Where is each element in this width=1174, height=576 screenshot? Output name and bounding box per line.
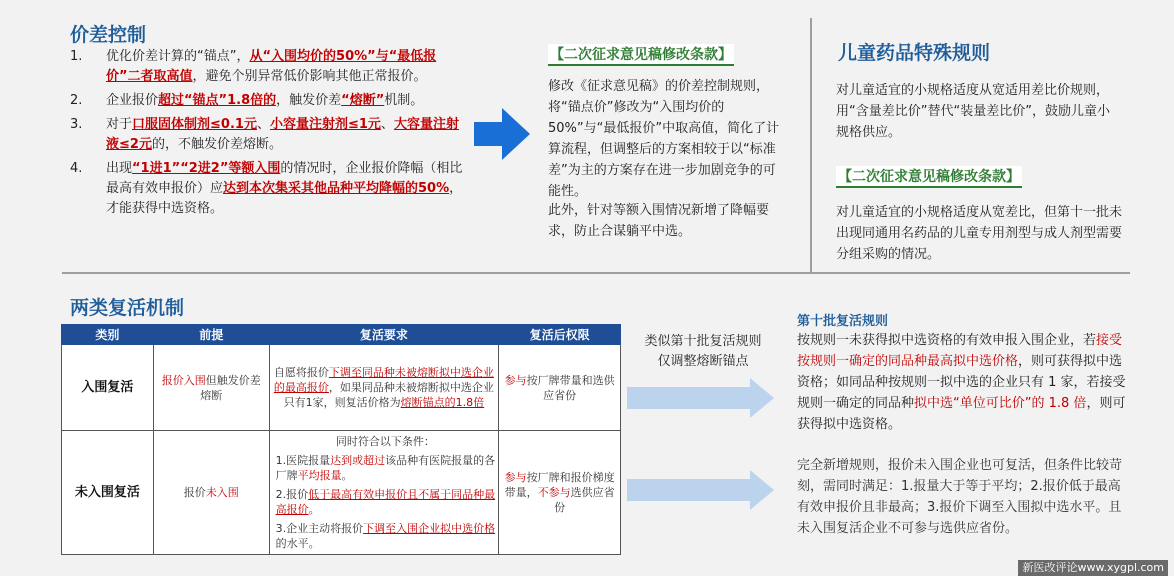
tenth-batch-paragraph-1-segment: 接受按规则一确定的同品种最高拟中选价格 [797, 333, 1123, 369]
list-item-number: 3. [70, 117, 83, 132]
list-item [70, 159, 470, 219]
row1-premise [153, 345, 269, 431]
list-item [70, 115, 470, 155]
row1-premise-segment: 但触发价差熔断 [200, 373, 261, 402]
list-item-text-segment: 口服固体制剂≤0.1元 [132, 117, 257, 132]
row2-category: 未入围复活 [62, 431, 154, 555]
tenth-batch-paragraph-1-segment: ，则可获得拟中选资格；如同品种按规则一拟中选的企业只有 1 家，若接受规则一确定的同品种 [797, 354, 1126, 411]
children-revision-tag: 【二次征求意见稿修改条款】 [836, 166, 1022, 188]
requirement-condition-text-segment: 3.企业主动将报价 [275, 522, 364, 535]
similar-rule-note: 类似第十批复活规则 仅调整熔断锚点 [644, 334, 762, 369]
list-item-text-segment: 企业报价 [106, 93, 159, 108]
requirement-condition [276, 453, 496, 483]
list-item-text-segment: 出现 [106, 161, 133, 176]
row1-requirement-segment: 熔断锚点的1.8倍 [400, 396, 485, 409]
revision-tag: 【二次征求意见稿修改条款】 [548, 44, 734, 66]
children-drug-paragraph-1: 对儿童适宜的小规格适度从宽适用差比价规则，用“含量差比价”替代“装量差比价”，鼓励儿童小规格供应。 [836, 83, 1110, 140]
row2-premise-segment: 未入围 [205, 486, 239, 499]
list-item-text-segment: 、 [256, 117, 270, 132]
list-item-text-segment: 的情况时，企业报价降幅（相比最高有效申报价）应 [106, 161, 463, 196]
requirement-condition-text-segment: 1.医院报量 [275, 454, 331, 467]
table-row [62, 345, 621, 431]
requirement-condition [276, 487, 496, 517]
requirement-condition-text-segment: 平均报量 [297, 469, 342, 482]
row1-requirement-segment: 下调至同品种未被熔断拟中选企业的最高报价 [273, 366, 494, 394]
vertical-divider [810, 18, 812, 272]
light-arrow-bar-1 [627, 387, 751, 409]
arrow-right-icon [474, 108, 530, 160]
requirement-condition-text-segment: 该品种有医院报量的各厂牌 [275, 454, 496, 482]
list-item-text-segment: ，避免个别异常低价影响其他正常报价。 [192, 69, 427, 84]
revival-table [61, 324, 621, 555]
tenth-batch-paragraph-2: 完全新增规则，报价未入围企业也可复活，但条件比较苛刻，需同时满足：1.报量大于等于平均；2.报价低于最高有效申报价且非最高；3.报价下调至入围拟中选水平。且未入围复活企业不可参与选供应省份。 [797, 458, 1123, 536]
row1-category: 入围复活 [62, 345, 154, 431]
horizontal-divider [62, 272, 1130, 274]
list-item-number: 2. [70, 93, 83, 108]
row1-requirement [269, 345, 499, 431]
requirement-condition-text-segment: 下调至入围企业拟中选价格 [363, 522, 496, 535]
table-row [62, 431, 621, 555]
list-item-number: 1. [70, 49, 83, 64]
row2-premise-segment: 报价 [183, 486, 206, 499]
row1-permission-segment: 按厂牌带量和选供应省份 [526, 373, 615, 402]
price-control-title: 价差控制 [70, 24, 147, 46]
header-category: 类别 [62, 325, 154, 345]
row2-requirement [269, 431, 499, 555]
children-drug-paragraph-2: 对儿童适宜的小规格适度从宽差比，但第十一批未出现同通用名药品的儿童专用剂型与成人剂型需要分组采购的情况。 [836, 205, 1123, 262]
children-drug-title: 儿童药品特殊规则 [838, 42, 991, 64]
tenth-batch-paragraph-1-segment: 拟中选“单位可比价”的 1.8 倍 [914, 396, 1087, 411]
list-item-text-segment: ，触发价差 [276, 93, 342, 108]
list-item-text-segment: 机制。 [384, 93, 424, 108]
list-item-text-segment: 达到本次集采其他品种平均降幅的50% [223, 181, 450, 196]
row1-requirement-segment: 自愿将报价 [273, 366, 329, 379]
row1-permission [499, 345, 621, 431]
requirement-condition-text-segment: 低于最高有效申报价且不属于同品种最高报价 [275, 488, 496, 516]
row1-requirement-segment: ，如果同品种未被熔断拟中选企业只有1家，则复活价格为 [283, 381, 494, 409]
table-header-row [62, 325, 621, 345]
header-requirement: 复活要求 [269, 325, 499, 345]
row2-permission-segment: 按厂牌和报价梯度带量， [504, 471, 615, 499]
tenth-batch-title: 第十批复活规则 [797, 314, 889, 329]
requirement-condition-text-segment: 2.报价 [275, 488, 309, 501]
row2-requirement-intro: 同时符合以下条件： [335, 435, 435, 448]
list-item [70, 47, 470, 87]
row1-premise-segment: 报价入围 [161, 373, 206, 387]
list-item-text-segment: 、 [380, 117, 394, 132]
requirement-condition-text-segment: 达到或超过 [330, 454, 386, 467]
revision-paragraph-1: 修改《征求意见稿》的价差控制规则，将“锚点价”修改为“入围均价的50%”与“最低报价”中取高值，简化了计算流程，但调整后的方案相较于以“标准差”为主的方案存在进一步加剧竞争的可能性。 [548, 79, 780, 199]
row1-permission-segment: 参与 [504, 373, 527, 387]
list-item-text-segment: 小容量注射剂≤1元 [269, 117, 381, 132]
light-arrow-head-2 [750, 470, 774, 510]
list-item-text-segment: “1进1”“2进2”等额入围 [132, 161, 281, 176]
list-item-text-segment: “熔断” [341, 93, 385, 108]
requirement-condition-text-segment: 。 [341, 469, 353, 482]
list-item-text-segment: 优化价差计算的“锚点”， [106, 49, 250, 64]
list-item-number: 4. [70, 161, 83, 176]
tenth-batch-paragraph-1-segment: ，则可获得拟中选资格。 [797, 396, 1126, 432]
requirement-condition-text-segment: 的水平。 [275, 537, 320, 550]
header-permission: 复活后权限 [499, 325, 621, 345]
price-control-list [70, 47, 470, 223]
requirement-condition-text-segment: 。 [308, 503, 320, 516]
list-item-text-segment: 对于 [106, 117, 133, 132]
tenth-batch-paragraph-1-segment: 按规则一未获得拟中选资格的有效申报入围企业，若 [797, 333, 1097, 348]
requirement-condition [276, 521, 496, 551]
tenth-batch-paragraph-1 [797, 330, 1127, 435]
row2-permission [499, 431, 621, 555]
light-arrow-head-1 [750, 378, 774, 418]
header-premise: 前提 [153, 325, 269, 345]
list-item-text-segment: 的，不触发价差熔断。 [151, 137, 282, 152]
list-item-text-segment: ，才能获得中选资格。 [106, 181, 463, 216]
list-item-text-segment: 从“入围均价的50%”与“最低报价”二者取高值 [106, 49, 437, 84]
row2-permission-segment: 选供应省份 [554, 486, 615, 514]
list-item-text-segment: 大容量注射液≤2元 [106, 117, 459, 152]
row2-premise [153, 431, 269, 555]
list-item [70, 91, 470, 111]
footer-watermark: 新医改评论www.xygpl.com [1018, 560, 1168, 576]
revival-title: 两类复活机制 [70, 297, 185, 319]
revision-paragraph-2: 此外，针对等额入围情况新增了降幅要求，防止合谋躺平中选。 [548, 203, 770, 239]
light-arrow-bar-2 [627, 479, 751, 501]
row2-permission-segment: 不参与 [537, 486, 571, 499]
row2-permission-segment: 参与 [504, 471, 527, 484]
row2-requirement-list [276, 453, 496, 551]
list-item-text-segment: 超过“锚点”1.8倍的 [158, 93, 277, 108]
